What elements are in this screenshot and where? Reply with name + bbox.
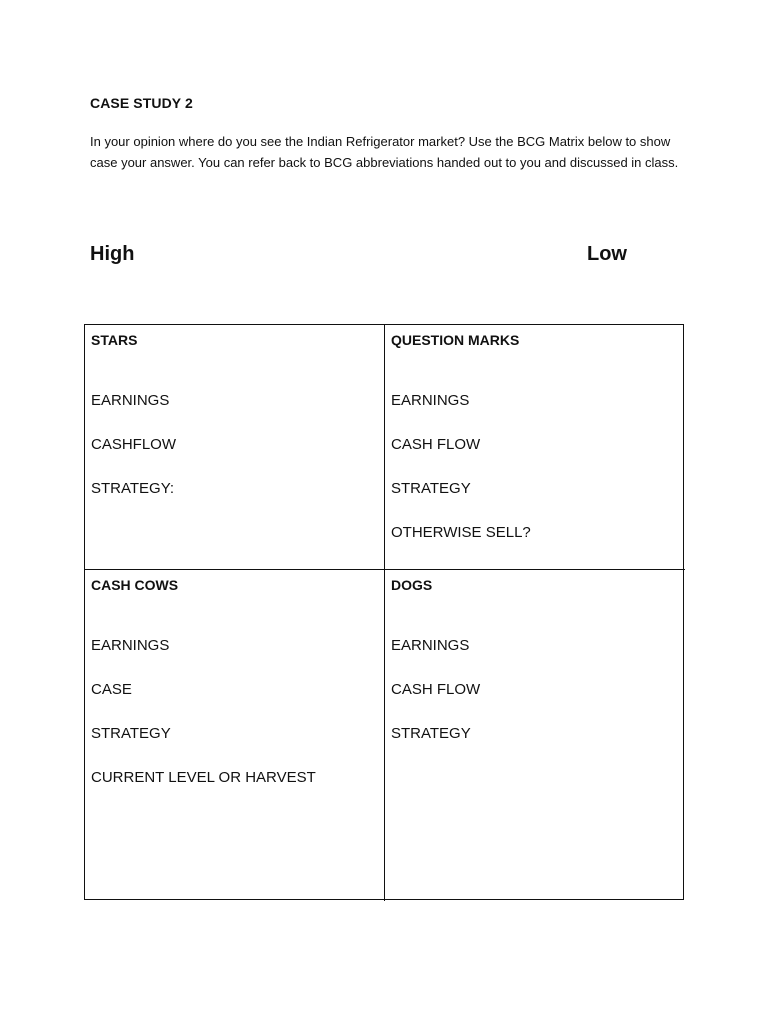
cash-cows-item: EARNINGS [91,637,170,654]
cash-cows-quadrant [85,570,385,901]
axis-label-low: Low [587,243,627,265]
question-marks-item: CASH FLOW [391,436,481,453]
stars-item-list [91,391,378,499]
question-marks-quadrant [385,325,685,570]
question-marks-item: STRATEGY [391,480,471,497]
question-marks-heading: QUESTION MARKS [391,332,520,348]
stars-quadrant [85,325,385,570]
dogs-heading: DOGS [391,577,433,593]
dogs-item-list [391,636,679,744]
cash-cows-item: CASE [91,681,132,698]
intro-paragraph: In your opinion where do you see the Indian Refrigerator market? Use the BCG Matrix below to show case your answer. You can refer back to BCG abbreviations handed out to you and discussed in class. [90,134,679,170]
stars-item: CASHFLOW [91,436,177,453]
case-study-title: CASE STUDY 2 [90,95,193,111]
question-marks-item: OTHERWISE SELL? [391,524,531,541]
stars-item: STRATEGY: [91,480,175,497]
dogs-item: CASH FLOW [391,681,481,698]
cash-cows-item: CURRENT LEVEL OR HARVEST [91,769,316,786]
stars-item: EARNINGS [91,392,170,409]
axis-label-high: High [90,243,135,265]
question-marks-item: EARNINGS [391,392,470,409]
cash-cows-item: STRATEGY [91,725,171,742]
dogs-item: STRATEGY [391,725,471,742]
cash-cows-heading: CASH COWS [91,577,179,593]
dogs-item: EARNINGS [391,637,470,654]
dogs-quadrant [385,570,685,901]
stars-heading: STARS [91,332,138,348]
bcg-matrix [84,324,684,900]
question-marks-item-list [391,391,679,543]
cash-cows-item-list [91,636,378,788]
